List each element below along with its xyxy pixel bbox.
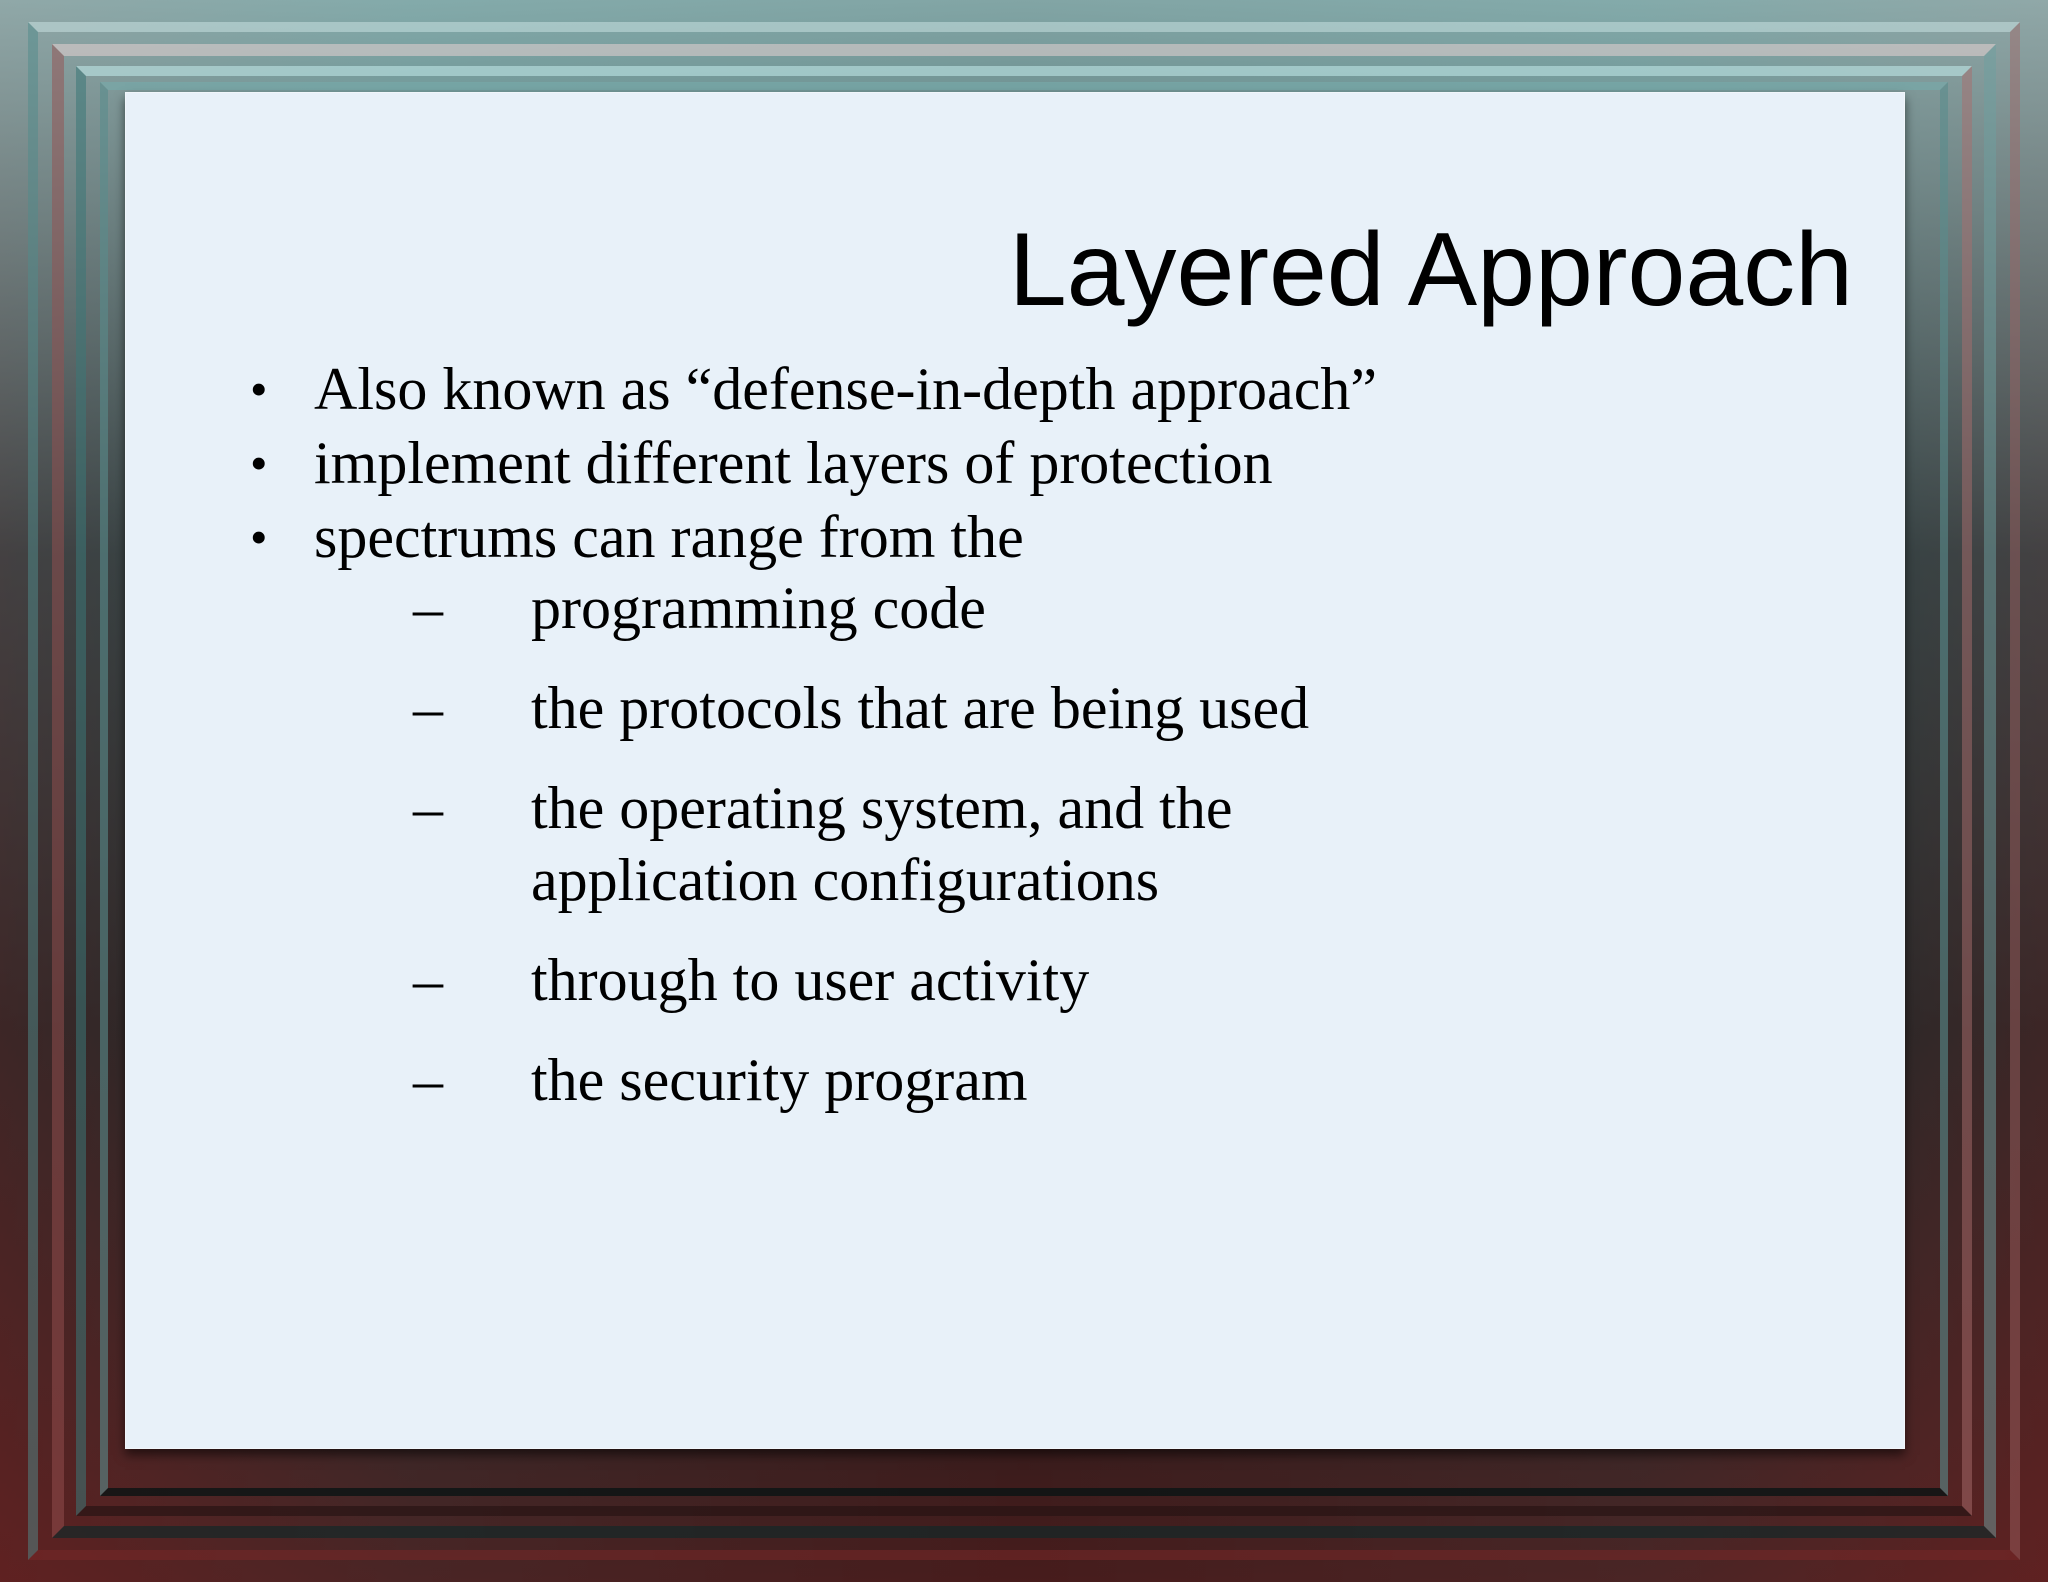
bullet-item bbox=[125, 352, 1905, 426]
sub-bullet-text: the security program bbox=[531, 1047, 1028, 1113]
bullet-icon: • bbox=[250, 435, 268, 491]
dash-icon: – bbox=[413, 947, 443, 1013]
bullet-icon: • bbox=[250, 361, 268, 417]
sub-bullet-item bbox=[125, 1044, 1425, 1116]
sub-bullet-text: through to user activity bbox=[531, 947, 1090, 1013]
bullet-icon: • bbox=[250, 509, 268, 565]
sub-bullet-text: programming code bbox=[531, 575, 986, 641]
bullet-text: Also known as “defense-in-depth approach” bbox=[314, 356, 1377, 422]
sub-bullet-item bbox=[125, 672, 1425, 744]
dash-icon: – bbox=[413, 575, 443, 641]
sub-bullet-text: the protocols that are being used bbox=[531, 675, 1310, 741]
slide-body bbox=[125, 352, 1905, 1144]
dash-icon: – bbox=[413, 775, 443, 841]
bullet-item bbox=[125, 500, 1905, 574]
sub-bullet-text: the operating system, and the application configurations bbox=[531, 775, 1233, 913]
dash-icon: – bbox=[413, 675, 443, 741]
slide-title: Layered Approach bbox=[1008, 212, 1853, 328]
dash-icon: – bbox=[413, 1047, 443, 1113]
sub-bullet-item bbox=[125, 944, 1425, 1016]
bullet-text: implement different layers of protection bbox=[314, 430, 1273, 496]
slide-canvas bbox=[125, 92, 1905, 1449]
sub-bullet-item bbox=[125, 772, 1425, 916]
bullet-item bbox=[125, 426, 1905, 500]
bullet-text: spectrums can range from the bbox=[314, 504, 1024, 570]
sub-bullet-item bbox=[125, 572, 1425, 644]
